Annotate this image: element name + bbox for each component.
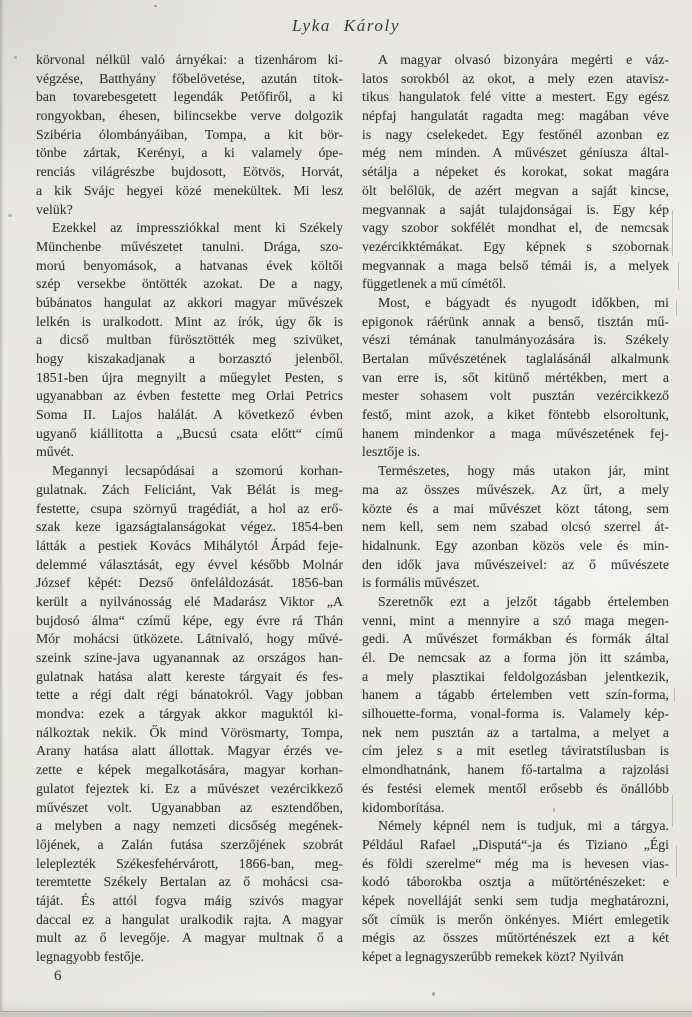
text-line: festette, csupa szörnyű tragédiát, a hol az erő-: [36, 500, 343, 516]
text-line: tikus hangulatok felé vitte a mestert. Egy egész: [362, 89, 669, 105]
text-line: szép versekbe öntötték azokat. De a nagy,: [36, 276, 343, 292]
paragraph: [36, 51, 343, 219]
text-columns: [36, 51, 669, 967]
text-line: képek novelláját senki sem tudja meghatározni,: [362, 892, 669, 908]
text-line: kodó táborokba osztja a műtörténészeket: e: [362, 874, 669, 890]
text-line: művét.: [36, 444, 74, 460]
scan-edge-shadow-left: [0, 0, 4, 1017]
text-line: Szibéria ólombányáiban, Tompa, a kit bör-: [36, 126, 343, 142]
text-line: Szeretnők ezt a jelzőt tágabb értelemben: [378, 593, 669, 609]
text-line: közte és a mai művészet közt tátong, sem: [362, 500, 669, 516]
text-line: venni, mint a mennyire a szó maga megen-: [362, 612, 669, 628]
text-line: tette a régi dalt régi bánatokról. Vagy jobban: [36, 687, 343, 703]
text-line: gulatnak hatása alatt kereste tárgyait és fes-: [36, 668, 343, 684]
text-line: sétálja a népeket és korokat, sokat magára: [362, 164, 669, 180]
text-line: gulatnak. Zách Feliciánt, Vak Bélát is meg-: [36, 481, 343, 497]
text-line: latos sorokból az okot, a mely ezen atavisz-: [362, 70, 669, 86]
text-line: még nem minden. A művészet géniusza által-: [362, 145, 669, 161]
text-line: daccal ez a hangulat uralkodik rajta. A magyar: [36, 911, 343, 927]
text-line: nek nem pusztán az a tartalma, a melyet a: [362, 724, 669, 740]
text-line: 1851-ben újra megnyilt a műegylet Pesten, s: [36, 369, 343, 385]
paper-crease: [674, 688, 675, 702]
text-line: megvannak a saját tulajdonságai is. Egy kép: [362, 201, 669, 217]
text-line: is formális művészet.: [362, 575, 480, 591]
text-line: és földi szerelme“ még ma is hevesen vias-: [362, 855, 669, 871]
text-line: él. De nemcsak az a forma jön itt számba,: [362, 650, 669, 665]
text-line: tönbe zártak, Kerényi, a ki valamely ópe-: [36, 145, 343, 161]
text-line: mégis az összes műtörténészek ezt a két: [362, 930, 669, 946]
text-line: epigonok ráérünk annak a benső, tisztán mű-: [362, 313, 669, 329]
text-line: szak keze igazságtalanságokat végez. 1854-ben: [36, 519, 343, 535]
text-line: került a nyilvánosság elé Madarász Viktor „A: [36, 593, 343, 609]
text-line: Például Rafael „Disputá“-ja és Tiziano „Égi: [362, 836, 669, 852]
text-line: rongyokban, éhesen, bilincsekbe verve dolgozik: [36, 108, 343, 124]
text-line: mult az ő levegője. A magyar multnak ő a: [36, 930, 343, 946]
text-line: velük?: [36, 201, 73, 217]
text-line: Mór mohácsi ütközete. Látnivaló, hogy művé-: [36, 631, 343, 647]
right-column: [362, 51, 669, 967]
text-line: vezércikktémákat. Egy képnek s szobornak: [362, 238, 669, 254]
text-line: silhouette-forma, vonal-forma is. Valamely kép-: [362, 706, 669, 722]
text-line: ugyanabban az évben festette meg Orlai Petrics: [36, 388, 343, 404]
text-line: is nagy cselekedet. Egy festőnél azonban ez: [362, 126, 669, 142]
text-line: képet a legnagyszerűbb remekek közt? Nyilván: [362, 949, 624, 964]
text-line: kidomborítása.: [362, 799, 445, 815]
text-line: Megannyi lecsapódásai a szomorú korhan-: [52, 463, 343, 479]
text-line: leleplezték Székesfehérvárott, 1866-ban, meg-: [36, 855, 343, 871]
left-column: [36, 51, 343, 967]
text-line: a dicső multban fürösztötték meg szivüket,: [36, 332, 343, 348]
text-line: táját. És attól fogva máig szivós magyar: [36, 892, 343, 908]
text-line: és festési elemek mentől erősebb és önállóbb: [362, 780, 669, 796]
paper-crease: [676, 845, 677, 877]
text-line: renciás világrészbe bujdosott, Eötvös, Horvát,: [36, 164, 343, 180]
text-line: morú benyomások, a hatvanas évek költői: [36, 257, 343, 273]
text-line: nálkoztak nekik. Ők mind Vörösmarty, Tompa,: [36, 724, 343, 740]
text-line: vészi témának tanulmányozására is. Székely: [362, 332, 669, 348]
text-line: nem kell, sem nem szabad olcsó szerrel át-: [362, 519, 669, 535]
text-line: körvonal nélkül való árnyékai: a tizenhárom ki-: [36, 52, 343, 67]
text-line: hogy kiszakadjanak a borzasztó jelenből.: [36, 351, 343, 366]
text-line: népfaj hangulatát ragadta meg: magában véve: [362, 108, 669, 124]
text-line: József képét: Dezső önfeláldozását. 1856-ban: [36, 575, 343, 591]
paper-speck: [8, 214, 12, 217]
text-line: gulatot fejeztek ki. Ez a művészet vezércikkező: [36, 780, 343, 796]
text-line: ölt belőlük, de azért megvan a saját kincse,: [362, 182, 669, 198]
paper-crease: [678, 262, 679, 290]
text-line: megvannak a maga belső témái is, a melyek: [362, 257, 669, 273]
paper-crease: [672, 210, 673, 256]
text-line: mondva: ezek a tárgyak akkor maguktól ki-: [36, 706, 343, 722]
text-line: a melyben a nagy nemzeti dicsőség megének-: [36, 818, 343, 834]
paper-speck: [154, 5, 157, 7]
text-line: teremtette Székely Bertalan az ő mohácsi csa-: [36, 874, 343, 890]
paragraph: [362, 462, 669, 593]
text-line: Ezekkel az impressziókkal ment ki Székely: [52, 220, 343, 236]
paragraph: [36, 219, 343, 462]
text-line: lesztője is.: [362, 444, 421, 460]
text-line: művészet volt. Ugyanabban az esztendőben,: [36, 799, 343, 815]
text-line: a kik Svájc hegyei közé menekültek. Mi lesz: [36, 182, 343, 198]
paper-crease: [672, 795, 673, 827]
text-line: sőt címük is merőn önkényes. Miért emlegetik: [362, 911, 669, 927]
paragraph: [362, 294, 669, 462]
text-line: látták a pestiek Kovács Mihálytól Árpád feje-: [36, 537, 343, 553]
text-line: hanem mindenkor a maga művészetének fej-: [362, 425, 669, 441]
paper-crease: [676, 300, 677, 316]
text-line: vagy szobor sokfélét mondhat el, de nemcsak: [362, 220, 669, 236]
paper-speck: [432, 992, 435, 996]
text-line: ma az összes művészek. Az űrt, a mely: [362, 481, 669, 497]
text-line: delemmé választását, egy évvel később Molnár: [36, 556, 343, 572]
scan-edge-band-bottom: [0, 1011, 692, 1017]
text-line: hidalnunk. Egy azonban közös vele és min-: [362, 537, 669, 553]
text-line: szeink szine-java ugyanannak az országos han-: [36, 650, 343, 665]
text-line: van erre is, sőt kitünő mértékben, mert a: [362, 369, 669, 385]
text-line: festő, mint azok, a kiket föntebb elsoroltunk,: [362, 407, 669, 423]
text-line: Soma II. Lajos halálát. A következő évben: [36, 407, 343, 423]
text-line: a mely plasztikai feldolgozásban jelentkezik,: [362, 668, 669, 684]
text-line: cím jelez s a mit esetleg táviratstílusban is: [362, 743, 669, 759]
page-number: 6: [54, 968, 62, 984]
text-line: Természetes, hogy más utakon jár, mint: [378, 463, 669, 479]
text-line: elmondhatnánk, hanem fő-tartalma a rajzolási: [362, 762, 669, 778]
text-line: legnagyobb festője.: [36, 949, 145, 964]
paper-speck: [14, 56, 17, 59]
text-line: Bertalan művészetének taglalásánál alkalmunk: [362, 351, 669, 366]
scan-bottom-fade: [0, 1001, 692, 1011]
text-line: Arany hatása alatt állottak. Magyar érzés ve-: [36, 743, 343, 759]
paper-speck: [553, 808, 555, 812]
text-line: ban tovarebesgetett legendák Petőfiről, a ki: [36, 89, 343, 105]
text-line: den idők java művészeivel: az ő művészete: [362, 556, 669, 572]
text-line: végzése, Batthyány főbelövetése, azután titok-: [36, 70, 343, 86]
text-line: búbánatos hangulat az akkori magyar művészek: [36, 294, 343, 310]
paragraph: [362, 593, 669, 817]
text-line: függetlenek a mű címétől.: [362, 276, 507, 292]
text-line: Most, e bágyadt és nyugodt időkben, mi: [378, 294, 669, 310]
running-header: Lyka Károly: [292, 16, 400, 35]
text-line: mester sohasem volt pusztán vezércikkező: [362, 388, 669, 404]
text-line: A magyar olvasó bizonyára megérti e váz-: [378, 52, 669, 67]
text-line: ugyanő kiállitotta a „Bucsú csata előtt“ című: [36, 425, 343, 441]
text-line: lelkén is uralkodott. Mint az írók, úgy ők is: [36, 313, 343, 329]
paragraph: [362, 51, 669, 294]
paragraph: [36, 462, 343, 967]
text-line: hanem a tágabb értelemben vett szín-forma,: [362, 687, 669, 703]
text-line: lőjének, a Zalán futása szerzőjének szobrát: [36, 836, 343, 852]
text-line: gedi. A művészet formákban és formák által: [362, 631, 669, 647]
text-line: Némely képnél nem is tudjuk, mi a tárgya.: [378, 818, 669, 834]
text-line: Münchenbe művészetet tanulni. Drága, szo-: [36, 238, 343, 254]
paragraph: [362, 817, 669, 967]
text-line: bujdosó álma“ czímű képe, egy évre rá Thán: [36, 612, 343, 628]
text-line: zette e képek megalkotására, magyar korhan-: [36, 762, 343, 778]
